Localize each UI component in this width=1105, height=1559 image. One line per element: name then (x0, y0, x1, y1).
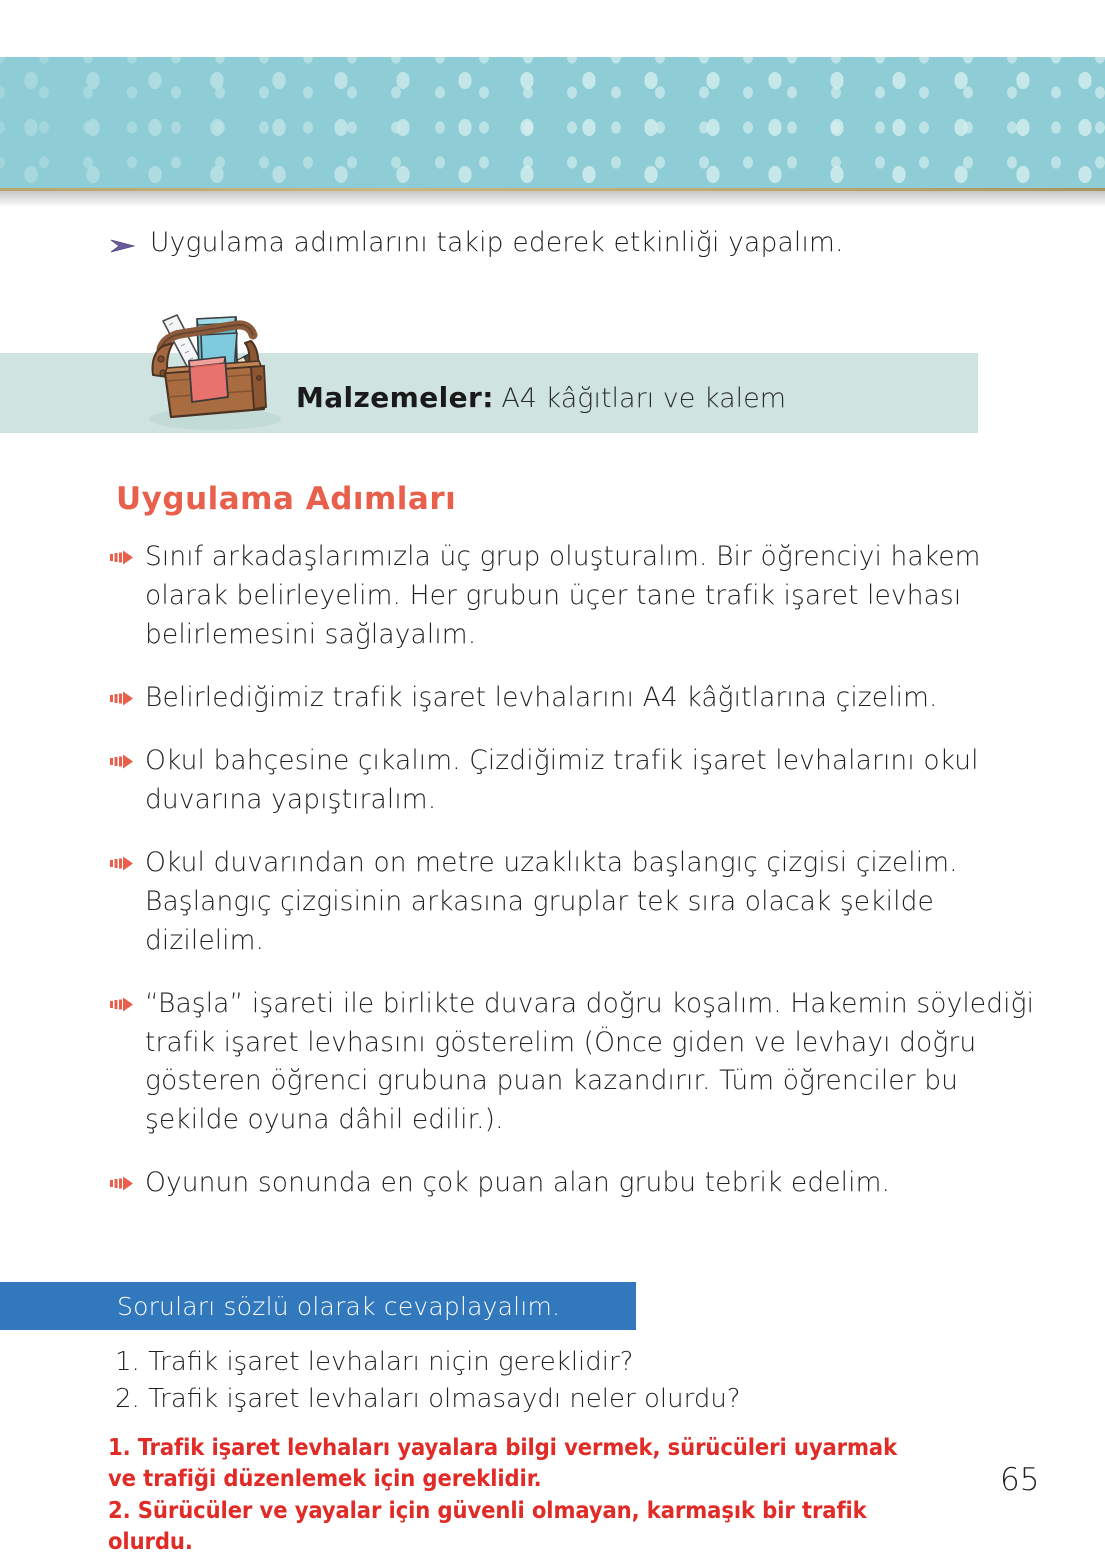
list-item (110, 742, 1040, 820)
arrow-right-icon (110, 1176, 134, 1196)
list-item (110, 1164, 1040, 1203)
list-item-text: Okul duvarından on metre uzaklıkta başlangıç çizgisi çizelim. Başlangıç çizgisinin arkasına gruplar tek sıra olacak şekilde dizilelim. (145, 846, 958, 956)
list-item-text: Belirlediğimiz trafik işaret levhalarını A4 kâğıtlarına çizelim. (145, 681, 938, 713)
arrow-right-icon (110, 691, 134, 711)
arrow-right-icon (110, 550, 134, 570)
intro-instruction-row (110, 228, 1010, 260)
steps-heading: Uygulama Adımları (116, 481, 457, 517)
materials-text-group (296, 381, 786, 414)
materials-value: A4 kâğıtları ve kalem (501, 383, 787, 414)
answer-line: ve trafiği düzenlemek için gereklidir. (108, 1464, 542, 1493)
list-item-text: Oyunun sonunda en çok puan alan grubu tebrik edelim. (145, 1167, 891, 1199)
answer-line: olurdu. (108, 1526, 193, 1555)
page-number: 65 (1000, 1462, 1040, 1498)
band-drop-shadow (0, 191, 1105, 207)
arrow-right-icon (110, 237, 138, 260)
arrow-right-icon (110, 856, 134, 876)
list-item-text: Sınıf arkadaşlarımızla üç grup oluşturalım. Bir öğrenciyi hakem olarak belirleyelim. Her grubun üçer tane trafik işaret levhası belirlemesini sağlayalım. (145, 541, 981, 650)
questions-list (115, 1344, 1015, 1418)
list-item (110, 538, 1040, 655)
answer-line: 2. Sürücüler ve yayalar için güvenli olmayan, karmaşık bir trafik (108, 1495, 867, 1524)
questions-banner-label: Soruları sözlü olarak cevaplayalım. (117, 1291, 561, 1321)
list-item: 2. Trafik işaret levhaları olmasaydı neler olurdu? (115, 1383, 741, 1414)
arrow-right-icon (110, 754, 134, 774)
list-item-text: Okul bahçesine çıkalım. Çizdiğimiz trafik işaret levhalarını okul duvarına yapıştıralım. (145, 744, 979, 815)
intro-text: Uygulama adımlarını takip ederek etkinliği yapalım. (150, 227, 844, 258)
answers-block (108, 1432, 968, 1557)
top-decorative-band (0, 57, 1105, 188)
answer-line: 1. Trafik işaret levhaları yayalara bilgi vermek, sürücüleri uyarmak (108, 1433, 898, 1461)
list-item-text: “Başla” işareti ile birlikte duvara doğru koşalım. Hakemin söylediği trafik işaret levhasını gösterelim (Önce giden ve levhayı doğru gösteren öğrenci grubuna puan kazandırır. Tüm öğrenciler bu şekilde oyuna dâhil edilir.). (145, 987, 1035, 1136)
list-item (110, 844, 1040, 961)
dot-fade-overlay (0, 57, 1105, 188)
list-item (110, 679, 1040, 718)
arrow-right-icon (110, 997, 134, 1017)
questions-banner (0, 1282, 636, 1330)
list-item (110, 985, 1040, 1141)
steps-list (110, 538, 1040, 1227)
list-item: 1. Trafik işaret levhaları niçin gereklidir? (115, 1347, 634, 1377)
materials-label: Malzemeler: (296, 381, 494, 414)
toolbox-icon (133, 303, 293, 433)
